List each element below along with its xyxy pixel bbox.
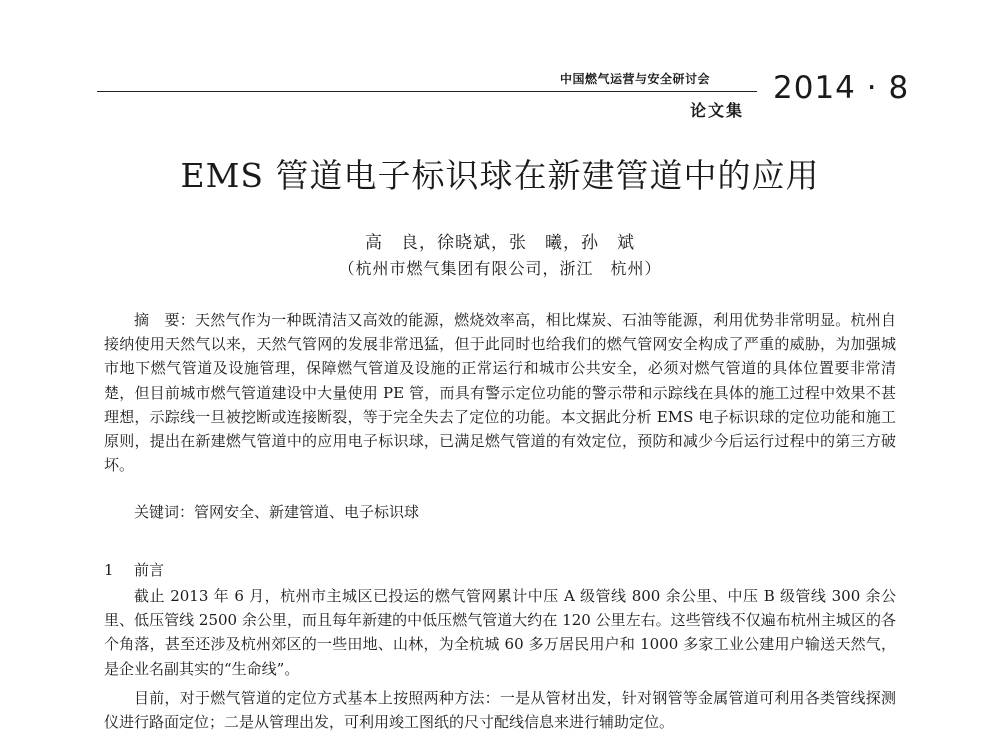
body-paragraph-2: 目前，对于燃气管道的定位方式基本上按照两种方法：一是从管材出发，针对钢管等金属管道可利用各类管线探测仪进行路面定位；二是从管理出发，可利用竣工图纸的尺寸配线信息来进行辅助定位。 xyxy=(104,689,896,732)
keywords-text: 管网安全、新建管道、电子标识球 xyxy=(194,503,420,521)
conference-name: 中国燃气运营与安全研讨会 xyxy=(560,72,711,86)
body-paragraph-1: 截止 2013 年 6 月，杭州市主城区已投运的燃气管网累计中压 A 级管线 800 余公里、中压 B 级管线 300 余公里、低压管线 2500 余公里，而且每年新建的中低压燃气管道大约在 120 公里左右。这些管线不仅遍布杭州主城区的各个角落，甚至还涉及杭州郊区的一些田地、山林，为全杭城 60 多万居民用户和 1000 多家工业公建用户输送天然气，是企业名副其实的“生命线”。 xyxy=(104,587,896,678)
section-title: 前言 xyxy=(134,561,165,579)
paper-title: EMS 管道电子标识球在新建管道中的应用 xyxy=(180,156,820,195)
abstract xyxy=(104,308,896,477)
section-heading xyxy=(104,559,164,580)
authors: 高 良，徐晓斌，张 曦，孙 斌 xyxy=(365,233,635,253)
keywords-label: 关键词： xyxy=(134,503,195,521)
section-number: 1 xyxy=(104,561,114,579)
issue-date: 2014 · 8 xyxy=(773,70,910,106)
affiliation: （杭州市燃气集团有限公司，浙江 杭州） xyxy=(338,259,662,278)
header-rule xyxy=(97,91,757,92)
abstract-label: 摘 要： xyxy=(134,311,195,329)
abstract-text: 天然气作为一种既清洁又高效的能源，燃烧效率高，相比煤炭、石油等能源，利用优势非常明显。杭州自接纳使用天然气以来，天然气管网的发展非常迅猛，但于此同时也给我们的燃气管网安全构成了严重的威胁，为加强城市地下燃气管道及设施管理，保障燃气管道及设施的正常运行和城市公共安全，必须对燃气管道的具体位置要非常清楚，但目前城市燃气管道建设中大量使用 PE 管，而具有警示定位功能的警示带和示踪线在具体的施工过程中效果不甚理想，示踪线一旦被挖断或连接断裂，等于完全失去了定位的功能。本文据此分析 EMS 电子标识球的定位功能和施工原则，提出在新建燃气管道中的应用电子标识球，已满足燃气管道的有效定位，预防和减少今后运行过程中的第三方破坏。 xyxy=(104,311,896,475)
collection-label: 论文集 xyxy=(690,101,745,120)
keywords xyxy=(104,501,896,522)
